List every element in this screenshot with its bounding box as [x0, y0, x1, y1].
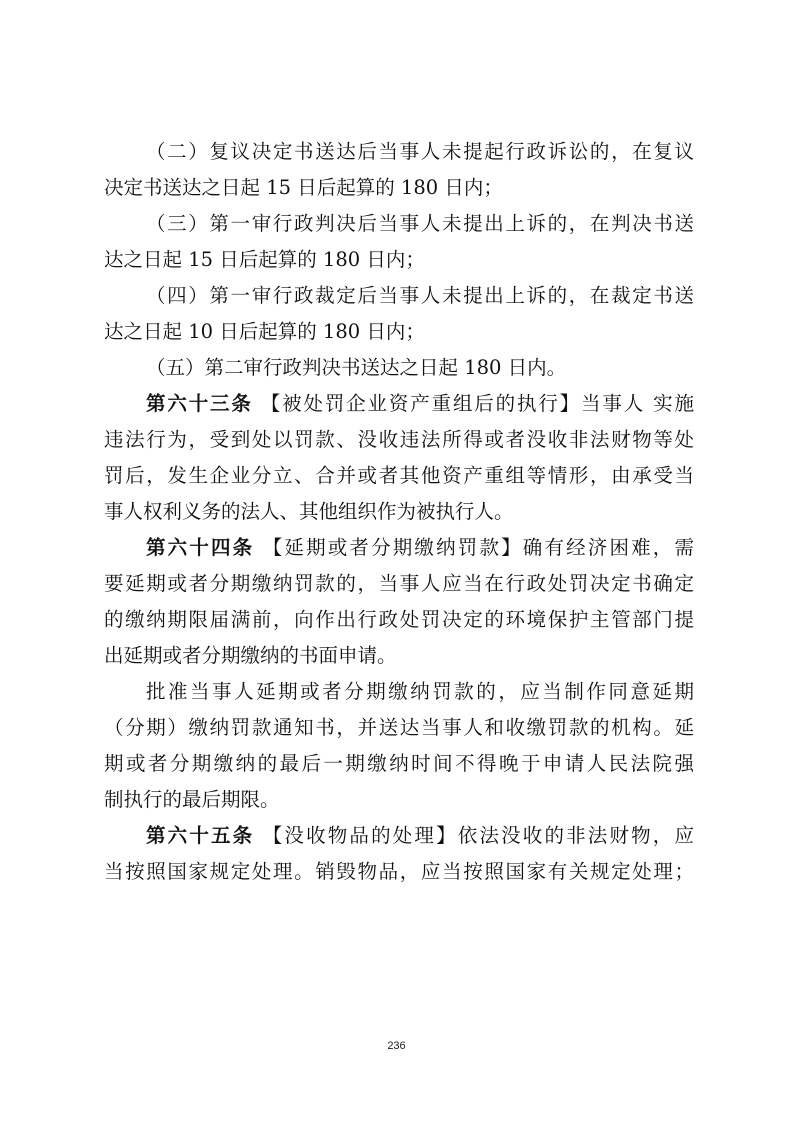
article-number: 第六十五条 — [146, 824, 255, 847]
text-line: （二）复议决定书送达后当事人未提起行政诉讼的，在复议 — [146, 140, 694, 163]
text-line: （三）第一审行政判决后当事人未提出上诉的，在判决书送 — [146, 212, 694, 235]
page-number: 236 — [387, 1040, 406, 1052]
text-line: 期或者分期缴纳的最后一期缴纳时间不得晚于申请人民法院强 — [104, 752, 694, 775]
text-line: 达之日起 15 日后起算的 180 日内； — [104, 248, 425, 271]
text-line: 批准当事人延期或者分期缴纳罚款的，应当制作同意延期 — [146, 680, 694, 703]
text-line: 违法行为，受到处以罚款、没收违法所得或者没收非法财物等处 — [104, 428, 694, 451]
text-line: 决定书送达之日起 15 日后起算的 180 日内； — [104, 176, 503, 199]
text-line: 罚后，发生企业分立、合并或者其他资产重组等情形，由承受当 — [104, 464, 694, 487]
article-heading-line — [104, 386, 694, 422]
document-body — [104, 134, 694, 890]
text-line: （分期）缴纳罚款通知书，并送达当事人和收缴罚款的机构。延 — [104, 716, 694, 739]
article-number: 第六十四条 — [146, 536, 255, 559]
text-line: 出延期或者分期缴纳的书面申请。 — [104, 644, 397, 667]
article-text: 【没收物品的处理】依法没收的非法财物，应 — [254, 824, 694, 847]
text-line: 的缴纳期限届满前，向作出行政处罚决定的环境保护主管部门提 — [104, 608, 694, 631]
article-number: 第六十三条 — [146, 392, 253, 415]
text-line: （四）第一审行政裁定后当事人未提出上诉的，在裁定书送 — [146, 284, 694, 307]
text-line: 制执行的最后期限。 — [104, 788, 280, 811]
text-line: 事人权利义务的法人、其他组织作为被执行人。 — [104, 500, 514, 523]
text-line: 要延期或者分期缴纳罚款的，当事人应当在行政处罚决定书确定 — [104, 572, 694, 595]
article-heading-line — [104, 818, 694, 854]
text-line: 达之日起 10 日后起算的 180 日内； — [104, 320, 425, 343]
article-heading-line — [104, 530, 694, 566]
text-line: 当按照国家规定处理。销毁物品，应当按照国家有关规定处理； — [104, 860, 694, 883]
text-line: （五）第二审行政判决书送达之日起 180 日内。 — [146, 356, 567, 379]
article-text: 【被处罚企业资产重组后的执行】当事人 实施 — [252, 392, 694, 415]
article-text: 【延期或者分期缴纳罚款】确有经济困难，需 — [254, 536, 694, 559]
